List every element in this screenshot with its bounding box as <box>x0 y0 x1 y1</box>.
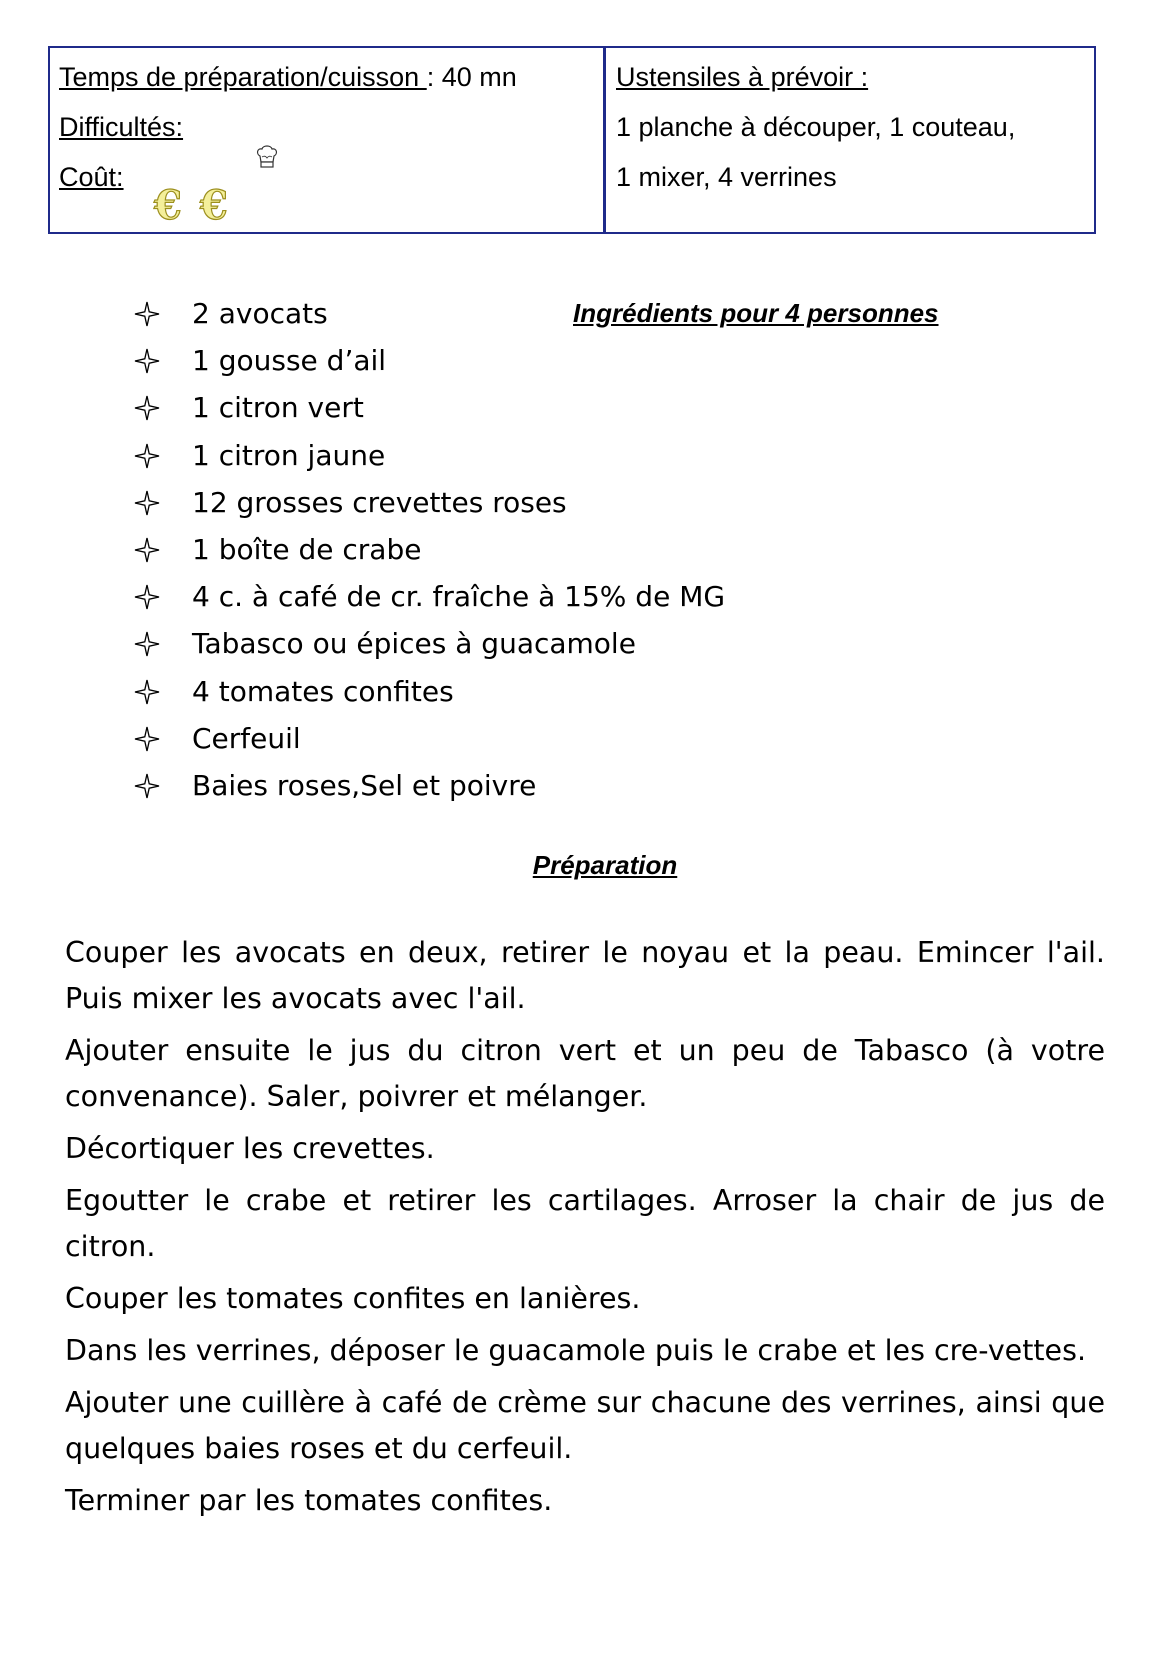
preparation-steps <box>65 930 1105 1530</box>
ingredient-item <box>134 344 387 391</box>
info-right-cell <box>606 48 1094 232</box>
prep-time-value: : 40 mn <box>426 62 517 92</box>
ingredient-text: 12 grosses crevettes roses <box>192 485 567 519</box>
tools-line: 1 mixer, 4 verrines <box>616 162 837 192</box>
ingredient-text: 1 citron jaune <box>192 438 386 472</box>
info-left-cell <box>50 48 606 232</box>
ingredient-item <box>134 485 567 533</box>
chef-hat-icon <box>256 144 278 170</box>
ingredient-item <box>134 674 454 722</box>
four-point-star-icon <box>134 443 160 469</box>
ingredient-text: 4 tomates confites <box>192 674 454 708</box>
tools-label: Ustensiles à prévoir : <box>616 62 869 92</box>
difficulty-label: Difficultés: <box>59 112 184 142</box>
four-point-star-icon <box>134 584 160 610</box>
ingredient-text: 4 c. à café de cr. fraîche à 15% de MG <box>192 580 726 614</box>
ingredient-list <box>134 297 726 816</box>
four-point-star-icon <box>134 537 160 563</box>
four-point-star-icon <box>134 348 160 374</box>
four-point-star-icon <box>134 726 160 752</box>
preparation-step: Terminer par les tomates confites. <box>65 1484 553 1517</box>
ingredient-item <box>134 580 726 627</box>
four-point-star-icon <box>134 395 160 421</box>
euro-icon: € <box>154 182 182 229</box>
euro-icon: € <box>200 182 228 229</box>
four-point-star-icon <box>134 490 160 516</box>
ingredient-text: Tabasco ou épices à guacamole <box>192 627 636 661</box>
tools-line: 1 planche à découper, 1 couteau, <box>616 112 1016 142</box>
ingredient-item <box>134 627 636 674</box>
preparation-step: Couper les avocats en deux, retirer le noyau et la peau. Emincer l'ail. Puis mixer les avocats avec l'ail. <box>65 936 1105 1015</box>
preparation-step: Décortiquer les crevettes. <box>65 1132 435 1165</box>
four-point-star-icon <box>134 773 160 799</box>
ingredient-text: 1 citron vert <box>192 391 364 425</box>
info-table <box>48 46 1096 234</box>
ingredient-text: 2 avocats <box>192 297 328 330</box>
ingredient-item <box>134 768 537 816</box>
preparation-step: Ajouter ensuite le jus du citron vert et un peu de Tabasco (à votre convenance). Saler, poivrer et mélanger. <box>65 1034 1105 1113</box>
four-point-star-icon <box>134 631 160 657</box>
preparation-title: Préparation <box>532 850 678 880</box>
ingredient-item <box>134 721 301 769</box>
ingredient-text: Baies roses,Sel et poivre <box>192 768 537 802</box>
preparation-step: Egoutter le crabe et retirer les cartilages. Arroser la chair de jus de citron. <box>65 1184 1105 1263</box>
ingredient-item <box>134 297 328 344</box>
ingredient-text: 1 gousse d’ail <box>192 344 387 378</box>
ingredient-text: Cerfeuil <box>192 721 301 755</box>
prep-time-label: Temps de préparation/cuisson <box>59 62 427 92</box>
preparation-step: Dans les verrines, déposer le guacamole puis le crabe et les cre-vettes. <box>65 1334 1087 1367</box>
prep-time-line <box>59 60 517 94</box>
cost-label: Coût: <box>59 162 124 192</box>
ingredient-item <box>134 532 422 580</box>
four-point-star-icon <box>134 301 160 327</box>
four-point-star-icon <box>134 679 160 705</box>
ingredient-item <box>134 391 364 438</box>
preparation-step: Couper les tomates confites en lanières. <box>65 1282 641 1315</box>
ingredient-item <box>134 438 386 486</box>
preparation-step: Ajouter une cuillère à café de crème sur chacune des verrines, ainsi que quelques baies roses et du cerfeuil. <box>65 1386 1105 1465</box>
ingredients-title: Ingrédients pour 4 personnes <box>573 298 939 328</box>
ingredient-text: 1 boîte de crabe <box>192 532 422 566</box>
